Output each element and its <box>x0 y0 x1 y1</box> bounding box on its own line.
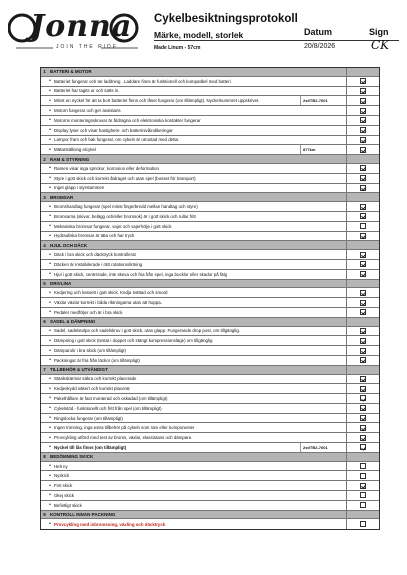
checked-checkbox-icon[interactable] <box>360 233 366 239</box>
item-note: 2st/TB2-7601 <box>300 443 346 452</box>
check-cell <box>346 394 379 403</box>
bullet-icon: • <box>49 97 51 104</box>
checklist-row <box>41 87 379 97</box>
checkbox-icon[interactable] <box>360 502 366 508</box>
section-header <box>41 280 379 289</box>
brand-logo <box>8 8 146 52</box>
checklist-row <box>41 288 379 298</box>
bullet-icon: • <box>49 78 51 85</box>
checklist-item-text: Helt ny <box>54 463 68 469</box>
date-value: 20/8/2026 <box>304 43 336 50</box>
checklist-item-text: Hjul i gott skick, centrerade, inte skeva och fria från spel, inga bucklor eller skador på fälg <box>54 271 228 277</box>
checked-checkbox-icon[interactable] <box>360 213 366 219</box>
checked-checkbox-icon[interactable] <box>360 271 366 277</box>
checked-checkbox-icon[interactable] <box>360 204 366 210</box>
section-number: 9 <box>43 512 46 518</box>
check-cell <box>346 250 379 259</box>
checklist-item-text: Växlar växlar korrekt i båda riktningarna utan att hoppa. <box>54 300 162 306</box>
document-title: Cykelbesiktningsprotokoll <box>154 13 298 25</box>
checklist-row <box>41 471 379 481</box>
checked-checkbox-icon[interactable] <box>360 300 366 306</box>
checked-checkbox-icon[interactable] <box>360 127 366 133</box>
checked-checkbox-icon[interactable] <box>360 147 366 153</box>
checklist-row <box>41 462 379 472</box>
checklist-item-text: Ramen visar inga sprickor, korrosion eller deformation <box>54 165 159 171</box>
section-number: 6 <box>43 319 46 325</box>
section-header <box>41 193 379 202</box>
item-note: 2st/TB2-7601 <box>300 96 346 105</box>
checklist-item-text: Display lyser och visar hastighets- och batterinivåindikeringar <box>54 127 173 133</box>
checklist-row <box>41 336 379 346</box>
bullet-icon: • <box>49 327 51 334</box>
checklist-row <box>41 212 379 222</box>
checklist-row <box>41 184 379 194</box>
section-number: 1 <box>43 69 46 75</box>
check-cell <box>346 443 379 452</box>
section-header <box>41 453 379 462</box>
bullet-icon: • <box>49 521 51 528</box>
page-header <box>8 8 399 52</box>
signature: CK <box>371 38 390 52</box>
checklist-item-text: Nyckel till lås finns (om tillämpligt) <box>54 444 127 450</box>
bullet-icon: • <box>49 444 51 451</box>
checked-checkbox-icon[interactable] <box>360 425 366 431</box>
section-title: BATTERI & MOTOR <box>50 69 92 75</box>
checklist-item-text: Cykelstöd - funktionellt och fritt från spel (om tillämpligt) <box>54 405 162 411</box>
checklist-item-text: Kedjeskydd säkert och korrekt placerat <box>54 386 130 392</box>
section-header <box>41 68 379 77</box>
section-title: DRIVLINA <box>50 280 72 286</box>
section-title: KONTROLL INNAN PACKNING <box>50 512 116 518</box>
checklist-item-text: Motorns monteringsskruvar är åtdragna och elektroniska kontakter fungerar <box>54 117 201 123</box>
section-check-cell <box>346 511 379 519</box>
checklist-row <box>41 414 379 424</box>
bullet-icon: • <box>49 472 51 479</box>
bullet-icon: • <box>49 482 51 489</box>
checklist-item-text: Stänkskärmar säkra och korrekt placerade <box>54 376 137 382</box>
bullet-icon: • <box>49 434 51 441</box>
checklist-item-text: Inget glapp i styrstammen <box>54 185 105 191</box>
section-header <box>41 241 379 250</box>
checklist-row <box>41 202 379 212</box>
checklist-item-text: Okej skick <box>54 492 75 498</box>
checklist-item-text: Dämpning i gott skick (testat i doppet och stängt kompressionsläge) om tillgänglig <box>54 338 213 344</box>
checked-checkbox-icon[interactable] <box>360 117 366 123</box>
checked-checkbox-icon[interactable] <box>360 252 366 258</box>
checklist-item-text: Provcykling utförd med test av broms, växlar, elassistans och dämpare. <box>54 435 193 441</box>
check-cell <box>346 327 379 336</box>
document-subtitle: Märke, modell, storlek <box>154 30 244 40</box>
checklist-row <box>41 327 379 337</box>
check-cell <box>346 260 379 269</box>
checklist-row <box>41 96 379 106</box>
check-cell <box>346 356 379 365</box>
bullet-icon: • <box>49 299 51 306</box>
section-check-cell <box>346 68 379 76</box>
check-cell <box>346 222 379 231</box>
header-divider <box>154 40 399 41</box>
checklist-item-text: Provcykling med inbromsning, växling och däcktryck <box>54 521 166 527</box>
checklist-row <box>41 126 379 136</box>
check-cell <box>346 404 379 413</box>
checklist-row <box>41 298 379 308</box>
bullet-icon: • <box>49 405 51 412</box>
section-header <box>41 511 379 520</box>
check-cell <box>346 116 379 125</box>
checklist-item-text: Nyskick <box>54 473 70 479</box>
checklist-row <box>41 443 379 453</box>
checklist-row <box>41 308 379 318</box>
bullet-icon: • <box>49 184 51 191</box>
checked-checkbox-icon[interactable] <box>360 328 366 334</box>
section-number: 7 <box>43 367 46 373</box>
section-check-cell <box>346 241 379 249</box>
checklist-row <box>41 164 379 174</box>
checklist-row <box>41 394 379 404</box>
check-cell <box>346 433 379 442</box>
checklist-row <box>41 174 379 184</box>
checked-checkbox-icon[interactable] <box>360 175 366 181</box>
check-cell <box>346 481 379 490</box>
checklist-row <box>41 375 379 385</box>
bullet-icon: • <box>49 87 51 94</box>
check-cell <box>346 212 379 221</box>
checklist-item-text: Mekaniska bromsar fungerar, vajer och vajerhölje i gott skick <box>54 223 172 229</box>
logo-wordmark: Jonna <box>30 9 133 44</box>
checklist-row <box>41 384 379 394</box>
bullet-icon: • <box>49 271 51 278</box>
checklist-row <box>41 270 379 280</box>
date-label: Datum <box>304 27 333 37</box>
bullet-icon: • <box>49 415 51 422</box>
bullet-icon: • <box>49 136 51 143</box>
check-cell <box>346 298 379 307</box>
check-cell <box>346 184 379 193</box>
section-title: SADEL & DÄMPNING <box>50 319 96 325</box>
checklist-row <box>41 222 379 232</box>
section-number: 3 <box>43 194 46 200</box>
section-check-cell <box>346 318 379 326</box>
checked-checkbox-icon[interactable] <box>360 405 366 411</box>
checklist-row <box>41 77 379 87</box>
bullet-icon: • <box>49 117 51 124</box>
bullet-icon: • <box>49 107 51 114</box>
checklist-item-text: Packningar är fria från läckor (om tillämpligt) <box>54 357 140 363</box>
checklist-row <box>41 404 379 414</box>
bullet-icon: • <box>49 347 51 354</box>
check-cell <box>346 462 379 471</box>
section-title: BROMSAR <box>50 194 74 200</box>
checkbox-icon[interactable] <box>360 463 366 469</box>
section-number: 5 <box>43 280 46 286</box>
checklist-row <box>41 423 379 433</box>
bullet-icon: • <box>49 251 51 258</box>
checklist-item-text: Befintligt skick <box>54 502 82 508</box>
section-number: 8 <box>43 454 46 460</box>
checklist-item-text: Däck i bra skick och däcktryck kontrollerat <box>54 252 136 258</box>
checked-checkbox-icon[interactable] <box>360 435 366 441</box>
section-check-cell <box>346 155 379 163</box>
checkbox-icon[interactable] <box>360 223 366 229</box>
checklist-row <box>41 433 379 443</box>
checklist-item-text: Bromsarna (skivor, belägg och/eller bromsok) är i gott skick och rullar fritt <box>54 213 196 219</box>
section-header <box>41 366 379 375</box>
checklist-row <box>41 116 379 126</box>
check-cell <box>346 423 379 432</box>
checklist-item-text: Motorn fungerar och ger assistans <box>54 108 121 114</box>
section-title: BEDÖMNING SKICK <box>50 454 94 460</box>
checklist-item-text: Lampor fram och bak fungerar, om cykeln är utrustad med detta. <box>54 137 180 143</box>
checked-checkbox-icon[interactable] <box>360 165 366 171</box>
section-number: 2 <box>43 156 46 162</box>
section-check-cell <box>346 280 379 288</box>
checklist-row <box>41 232 379 242</box>
checked-checkbox-icon[interactable] <box>360 386 366 392</box>
inspection-checklist <box>40 67 380 530</box>
check-cell <box>346 346 379 355</box>
checklist-row <box>41 519 379 529</box>
bullet-icon: • <box>49 203 51 210</box>
bullet-icon: • <box>49 502 51 509</box>
check-cell <box>346 174 379 183</box>
checklist-item-text: Styre i gott skick och korrekt åtdraget och utan spel (bosset för transport) <box>54 175 196 181</box>
checked-checkbox-icon[interactable] <box>360 357 366 363</box>
checklist-item-text: Däcken är instabilerade i rätt rotationsriktning <box>54 261 143 267</box>
checklist-item-text: Hydrauliska bromsar är täta och har tryck <box>54 233 135 239</box>
check-cell <box>346 375 379 384</box>
checked-checkbox-icon[interactable] <box>360 444 366 450</box>
check-cell <box>346 471 379 480</box>
checklist-item-text: Batteriet fungerar och tar laddning . Laddare finns är funktionell och kompatibel med batteri <box>54 78 231 84</box>
bullet-icon: • <box>49 213 51 220</box>
checklist-item-text: Sadel, sadelstolpe och sadelskruv i gott skick, utan glapp. Fungerande drop post, om tillgänglig. <box>54 328 240 334</box>
section-check-cell <box>346 193 379 201</box>
checked-checkbox-icon[interactable] <box>360 185 366 191</box>
checklist-row <box>41 481 379 491</box>
checked-checkbox-icon[interactable] <box>360 338 366 344</box>
section-title: TILLBEHÖR & UTVÄNDIGT <box>50 367 108 373</box>
checklist-item-text: Dämparolir i bra skick (om tillämpligt) <box>54 348 126 353</box>
checklist-row <box>41 145 379 155</box>
bullet-icon: • <box>49 146 51 153</box>
check-cell <box>346 202 379 211</box>
check-cell <box>346 308 379 317</box>
bike-model: Made Linum - 57cm <box>154 45 201 51</box>
checklist-item-text: Batteriet har tagits ur och satts in. <box>54 88 120 94</box>
bullet-icon: • <box>49 309 51 316</box>
section-title: HJUL OCH DÄCK <box>50 242 88 248</box>
section-header <box>41 155 379 164</box>
checklist-row <box>41 260 379 270</box>
checklist-item-text: Minst en nyckel för att ta bort batteriet finns och låset fungerar (om tillämpligt). Nyckelnummret uppskrivet. <box>54 98 260 104</box>
bullet-icon: • <box>49 395 51 402</box>
bullet-icon: • <box>49 223 51 230</box>
checklist-item-text: Ringslocka fungerar (om tillämpligt) <box>54 415 123 421</box>
bullet-icon: • <box>49 261 51 268</box>
checklist-item-text: Mätarställning elcykel <box>54 147 96 153</box>
bullet-icon: • <box>49 337 51 344</box>
section-header <box>41 318 379 327</box>
check-cell <box>346 96 379 105</box>
check-cell <box>346 126 379 135</box>
checklist-item-text: Ingen trimning, inga extra tillbehör på cykeln som ram eller komponenter <box>54 425 195 431</box>
checked-checkbox-icon[interactable] <box>360 261 366 267</box>
checked-checkbox-icon[interactable] <box>360 415 366 421</box>
check-cell <box>346 384 379 393</box>
check-cell <box>346 136 379 145</box>
checklist-item-text: Pedaler medföljer och är i bra skick <box>54 309 123 315</box>
checklist-row <box>41 106 379 116</box>
checked-checkbox-icon[interactable] <box>360 108 366 114</box>
check-cell <box>346 145 379 154</box>
checked-checkbox-icon[interactable] <box>360 290 366 296</box>
section-check-cell <box>346 366 379 374</box>
item-note: 877km <box>300 145 346 154</box>
checked-checkbox-icon[interactable] <box>360 88 366 94</box>
check-cell <box>346 270 379 279</box>
bullet-icon: • <box>49 127 51 134</box>
checked-checkbox-icon[interactable] <box>360 309 366 315</box>
bullet-icon: • <box>49 492 51 499</box>
check-cell <box>346 106 379 115</box>
check-cell <box>346 288 379 297</box>
checklist-item-text: Kedjering och kassett i gott skick. Kedja tvättad och smord <box>54 290 168 296</box>
bullet-icon: • <box>49 375 51 382</box>
check-cell <box>346 87 379 96</box>
bullet-icon: • <box>49 165 51 172</box>
check-cell <box>346 519 379 529</box>
checked-checkbox-icon[interactable] <box>360 78 366 84</box>
checklist-item-text: Bromshandtag fungerar (spel minst fingerbredd mellan handtag och styre) <box>54 204 198 210</box>
logo-tagline: JOIN THE RIDE <box>56 44 119 50</box>
bullet-icon: • <box>49 175 51 182</box>
checkbox-icon[interactable] <box>360 521 366 527</box>
bullet-icon: • <box>49 385 51 392</box>
checked-checkbox-icon[interactable] <box>360 137 366 143</box>
checklist-row <box>41 346 379 356</box>
check-cell <box>346 164 379 173</box>
checklist-row <box>41 356 379 366</box>
sign-label: Sign <box>369 27 389 37</box>
check-cell <box>346 77 379 86</box>
checklist-row <box>41 250 379 260</box>
checked-checkbox-icon[interactable] <box>360 483 366 489</box>
checked-checkbox-icon[interactable] <box>360 98 366 104</box>
bullet-icon: • <box>49 232 51 239</box>
checked-checkbox-icon[interactable] <box>360 376 366 382</box>
check-cell <box>346 491 379 500</box>
bullet-icon: • <box>49 289 51 296</box>
section-check-cell <box>346 453 379 461</box>
section-number: 4 <box>43 242 46 248</box>
checked-checkbox-icon[interactable] <box>360 395 366 401</box>
checked-checkbox-icon[interactable] <box>360 348 366 354</box>
checklist-row <box>41 136 379 146</box>
checklist-row <box>41 501 379 511</box>
bullet-icon: • <box>49 357 51 364</box>
check-cell <box>346 336 379 345</box>
checkbox-icon[interactable] <box>360 473 366 479</box>
bullet-icon: • <box>49 463 51 470</box>
bullet-icon: • <box>49 424 51 431</box>
checklist-row <box>41 491 379 501</box>
check-cell <box>346 501 379 510</box>
section-title: RAM & STYRNING <box>50 156 90 162</box>
checkbox-icon[interactable] <box>360 492 366 498</box>
checklist-item-text: Pakethållare är fast monterad och oskadad (om tillämpligt) <box>54 395 168 401</box>
check-cell <box>346 232 379 241</box>
check-cell <box>346 414 379 423</box>
checklist-item-text: Fint skick <box>54 483 73 489</box>
